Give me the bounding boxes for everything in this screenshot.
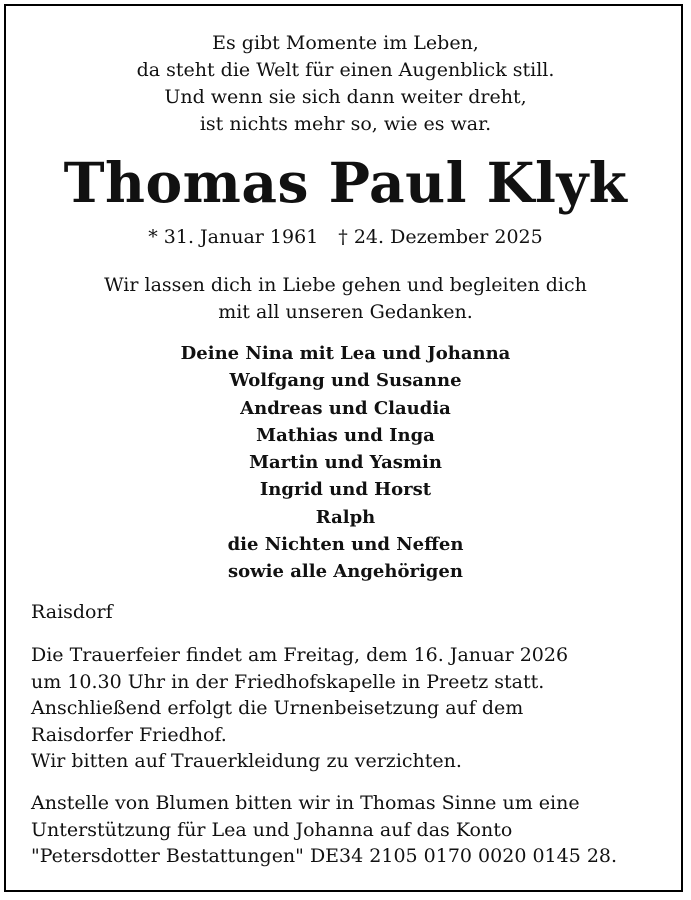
mourner-entry: die Nichten und Neffen <box>227 534 464 556</box>
poem-line: Und wenn sie sich dann weiter dreht, <box>164 86 527 108</box>
mourner-entry: Mathias und Inga <box>256 424 435 446</box>
mourner-entry: Wolfgang und Susanne <box>229 370 462 392</box>
ceremony-line: Die Trauerfeier findet am Freitag, dem 16. Januar 2026 <box>31 644 569 666</box>
mourner-entry: Martin und Yasmin <box>249 452 442 474</box>
poem-line: Es gibt Momente im Leben, <box>212 32 479 54</box>
mourner-entry: Ralph <box>315 506 376 528</box>
farewell-text <box>0 272 691 326</box>
poem-line: ist nichts mehr so, wie es war. <box>199 113 492 135</box>
donation-info <box>31 790 671 870</box>
place-name: Raisdorf <box>31 601 113 623</box>
death-date: † 24. Dezember 2025 <box>338 226 543 248</box>
birth-date: * 31. Januar 1961 <box>148 226 319 248</box>
ceremony-line: Raisdorfer Friedhof. <box>31 723 227 746</box>
donation-line: Unterstützung für Lea und Johanna auf das Konto <box>31 818 513 841</box>
farewell-line: mit all unseren Gedanken. <box>218 301 473 323</box>
mourners-list <box>0 340 691 586</box>
mourner-entry: Andreas und Claudia <box>240 397 451 419</box>
mourner-entry: Deine Nina mit Lea und Johanna <box>180 343 511 364</box>
poem-line: da steht die Welt für einen Augenblick still. <box>136 59 555 81</box>
farewell-line: Wir lassen dich in Liebe gehen und begleiten dich <box>104 274 587 296</box>
opening-poem <box>0 30 691 138</box>
mourner-entry: Ingrid und Horst <box>259 479 432 501</box>
ceremony-info <box>31 642 671 775</box>
mourner-entry: sowie alle Angehörigen <box>228 561 463 583</box>
life-dates <box>0 223 691 251</box>
deceased-name: Thomas Paul Klyk <box>63 150 628 215</box>
ceremony-line: Wir bitten auf Trauerkleidung zu verzichten. <box>31 750 462 772</box>
ceremony-line: Anschließend erfolgt die Urnenbeisetzung auf dem <box>31 697 524 719</box>
donation-line: "Petersdotter Bestattungen" DE34 2105 0170 0020 0145 28. <box>31 845 618 867</box>
donation-line: Anstelle von Blumen bitten wir in Thomas Sinne um eine <box>31 792 580 814</box>
ceremony-line: um 10.30 Uhr in der Friedhofskapelle in Preetz statt. <box>31 670 545 693</box>
